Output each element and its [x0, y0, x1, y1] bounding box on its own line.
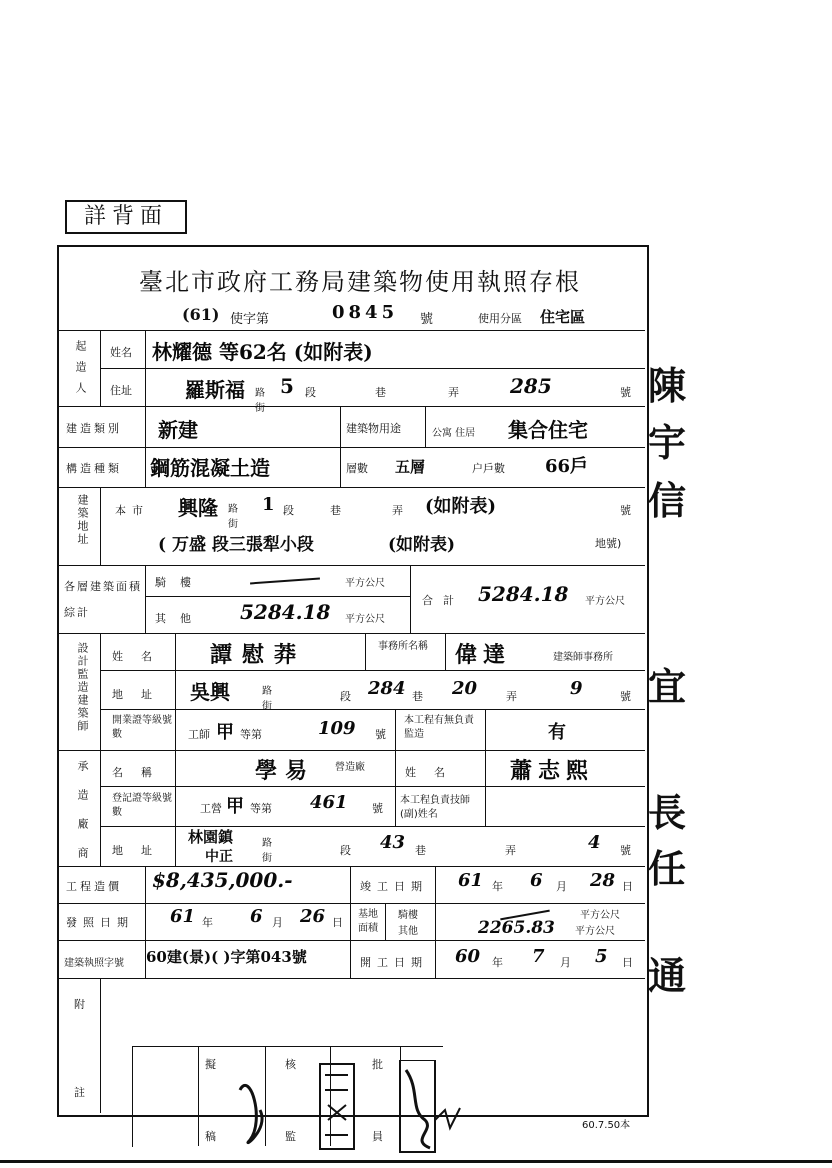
- remarks-label-1: 附: [74, 998, 85, 1011]
- start-y-label: 年: [492, 956, 503, 969]
- license-label: 建築執照字號: [64, 958, 124, 969]
- architect-name: 譚慰莽: [210, 642, 307, 668]
- permit-hao: 號: [420, 312, 434, 327]
- contractor-alley-label: 弄: [505, 844, 516, 857]
- builder-addr-no: 285: [510, 374, 552, 398]
- use-value: 集合住宅: [508, 418, 588, 442]
- permit-word: 使字第: [230, 312, 270, 327]
- architect-addr-no1: 284: [368, 678, 406, 699]
- site-section-label: 建築地址: [76, 494, 89, 546]
- builder-name-label: 姓名: [110, 346, 132, 359]
- contractor-lane-label: 巷: [415, 844, 426, 857]
- contractor-sec-label: 段: [340, 844, 351, 857]
- area-other-label: 其他: [155, 612, 205, 625]
- footer-code: 60.7.50本: [582, 1120, 631, 1131]
- permit-year: (61): [182, 305, 220, 324]
- margin-char-1: 陳: [648, 363, 687, 408]
- issue-label: 發照日期: [66, 916, 134, 929]
- site-road-suffix: 路街: [228, 504, 238, 530]
- margin-char-7: 通: [648, 953, 687, 998]
- area-section-label: 各層建築面積綜計: [64, 580, 142, 619]
- builder-lane-label: 巷: [375, 386, 386, 399]
- area-arcade-label: 騎樓: [155, 576, 205, 589]
- contractor-addr-road: 中正: [205, 849, 233, 865]
- base-area-label: 基地面積: [358, 909, 378, 934]
- start-label: 開工日期: [360, 956, 428, 969]
- signoff-c3: 批: [372, 1058, 383, 1071]
- contractor-reg-hao: 號: [372, 802, 383, 815]
- contractor-reg-label: 登記證等級號數: [112, 793, 172, 818]
- signoff-c6: 員: [372, 1130, 383, 1143]
- architect-supervisor: 有: [548, 722, 566, 743]
- architect-addr-no3: 9: [570, 678, 583, 699]
- architect-addr-road: 吳興: [190, 680, 230, 704]
- struct-value: 鋼筋混凝土造: [150, 456, 270, 480]
- builder-alley-label: 弄: [448, 386, 459, 399]
- contractor-tech-label: 本工程負責技師(副)姓名: [400, 795, 470, 820]
- builder-addr-sec: 5: [280, 374, 294, 398]
- site-land-label: 地號): [595, 537, 622, 550]
- signoff-c4: 稿: [205, 1130, 216, 1143]
- done-day: 28: [590, 870, 616, 891]
- architect-reg-label: 開業證等級號數: [112, 715, 172, 740]
- contractor-person-label: 姓名: [405, 766, 463, 779]
- architect-lane-label: 巷: [412, 690, 423, 703]
- doc-tag: 詳背面: [65, 200, 187, 234]
- issue-month: 6: [250, 906, 263, 927]
- builder-name: 林耀德 等62名 (如附表): [152, 340, 373, 364]
- area-total-value: 5284.18: [478, 582, 569, 606]
- start-day: 5: [595, 946, 608, 967]
- form-title: 臺北市政府工務局建築物使用執照存根: [139, 268, 581, 296]
- builder-addr-road-suffix: 路街: [255, 388, 265, 414]
- base-other-unit: 平方公尺: [575, 926, 615, 937]
- zone-label: 使用分區: [478, 312, 522, 325]
- base-arcade-label: 騎樓: [398, 910, 418, 921]
- site-line2: ( 万盛 段三張犁小段: [158, 535, 314, 555]
- contractor-person: 蕭志熙: [510, 758, 595, 784]
- issue-d-label: 日: [332, 916, 343, 929]
- start-month: 7: [532, 946, 545, 967]
- contractor-reg-grade: 甲: [226, 796, 244, 817]
- architect-reg-mid: 等第: [240, 728, 262, 741]
- done-label: 竣工日期: [360, 880, 428, 893]
- contractor-name: 學易: [255, 758, 316, 784]
- start-d-label: 日: [622, 956, 633, 969]
- contractor-addr-label: 地址: [112, 844, 170, 857]
- issue-year: 61: [170, 906, 196, 927]
- page-bottom-edge: [0, 1160, 832, 1163]
- contractor-addr-no1: 43: [380, 832, 406, 853]
- architect-reg-no: 109: [318, 718, 356, 739]
- site-alley-label: 弄: [392, 504, 403, 517]
- issue-day: 26: [300, 906, 326, 927]
- margin-char-2: 宇: [648, 420, 687, 465]
- cost-label: 工程造價: [66, 880, 122, 893]
- use-prefix: 公寓 住居: [432, 428, 476, 439]
- zone-value: 住宅區: [540, 308, 586, 326]
- site-no-label: 號: [620, 504, 631, 517]
- margin-char-4: 宜: [648, 664, 687, 709]
- architect-reg-hao: 號: [375, 728, 386, 741]
- remarks-label-2: 註: [74, 1086, 85, 1099]
- site-sec-label: 段: [283, 504, 294, 517]
- margin-char-6: 任: [648, 846, 687, 891]
- contractor-reg-no: 461: [310, 792, 348, 813]
- license-value: 60建(景)( )字第043號: [146, 948, 307, 966]
- households-label: 户戶數: [472, 462, 505, 475]
- contractor-reg-mid: 等第: [250, 802, 272, 815]
- architect-section-label: 設計監造建築師: [76, 642, 89, 733]
- builder-no-label: 號: [620, 386, 631, 399]
- builder-sec-label: 段: [305, 386, 316, 399]
- site-city: 本市: [115, 504, 149, 517]
- area-other-unit: 平方公尺: [345, 614, 385, 625]
- contractor-name-label: 名稱: [112, 766, 170, 779]
- contractor-no-label: 號: [620, 844, 631, 857]
- done-m-label: 月: [556, 880, 567, 893]
- site-lane-label: 巷: [330, 504, 341, 517]
- signoff-c5: 監: [285, 1130, 296, 1143]
- base-arcade-unit: 平方公尺: [580, 910, 620, 921]
- architect-supervisor-label: 本工程有無負責監造: [404, 715, 474, 740]
- builder-section-label: 起造人: [74, 340, 87, 403]
- done-d-label: 日: [622, 880, 633, 893]
- signature-scribbles: [220, 1060, 470, 1155]
- done-y-label: 年: [492, 880, 503, 893]
- start-m-label: 月: [560, 956, 571, 969]
- site-sec: 1: [262, 494, 275, 515]
- contractor-addr-road-suffix: 路街: [262, 838, 272, 864]
- architect-office-label: 事務所名稱: [378, 641, 428, 652]
- area-other-value: 5284.18: [240, 600, 331, 624]
- architect-name-label: 姓名: [112, 650, 170, 663]
- base-other-label: 其他: [398, 926, 418, 937]
- architect-alley-label: 弄: [506, 690, 517, 703]
- architect-addr-no2: 20: [452, 678, 478, 699]
- area-total-unit: 平方公尺: [585, 596, 625, 607]
- done-month: 6: [530, 870, 543, 891]
- floors-label: 層數: [346, 462, 368, 475]
- households-value: 66戶: [545, 456, 589, 477]
- struct-label: 構造種類: [66, 462, 122, 475]
- base-other-value: 2265.83: [478, 918, 555, 938]
- architect-reg-prefix: 工師: [188, 728, 210, 741]
- architect-reg-grade: 甲: [216, 722, 234, 743]
- margin-char-5: 長: [648, 790, 687, 835]
- issue-y-label: 年: [202, 916, 213, 929]
- architect-addr-label: 地址: [112, 688, 170, 701]
- architect-office-suffix: 建築師事務所: [553, 652, 613, 663]
- contractor-section-label: 承造廠商: [76, 760, 89, 876]
- builder-addr-road: 羅斯福: [185, 378, 245, 402]
- area-total-label: 合計: [422, 594, 464, 607]
- area-arcade-unit: 平方公尺: [345, 578, 385, 589]
- margin-char-3: 信: [648, 478, 687, 523]
- use-label: 建築物用途: [346, 422, 401, 435]
- site-road: 興隆: [178, 496, 218, 520]
- architect-no-label: 號: [620, 690, 631, 703]
- contractor-reg-prefix: 工營: [200, 802, 222, 815]
- contractor-addr-no2: 4: [588, 832, 601, 853]
- start-year: 60: [455, 946, 481, 967]
- done-year: 61: [458, 870, 484, 891]
- issue-m-label: 月: [272, 916, 283, 929]
- architect-office: 偉達: [455, 642, 512, 668]
- site-note: (如附表): [425, 496, 497, 517]
- site-note2: (如附表): [388, 535, 456, 555]
- cost-value: $8,435,000.-: [152, 868, 293, 892]
- permit-number: 0845: [332, 302, 399, 323]
- floors-value: 五層: [395, 458, 426, 476]
- contractor-name-suffix: 營造廠: [335, 762, 365, 773]
- architect-sec-label: 段: [340, 690, 351, 703]
- build-type-label: 建造類別: [66, 422, 122, 435]
- builder-addr-label: 住址: [110, 384, 132, 397]
- build-type-value: 新建: [158, 418, 198, 442]
- architect-addr-road-suffix: 路街: [262, 686, 272, 712]
- signoff-c1: 擬: [205, 1058, 216, 1071]
- contractor-addr-city: 林園鎮: [188, 828, 234, 846]
- signoff-c2: 核: [285, 1058, 296, 1071]
